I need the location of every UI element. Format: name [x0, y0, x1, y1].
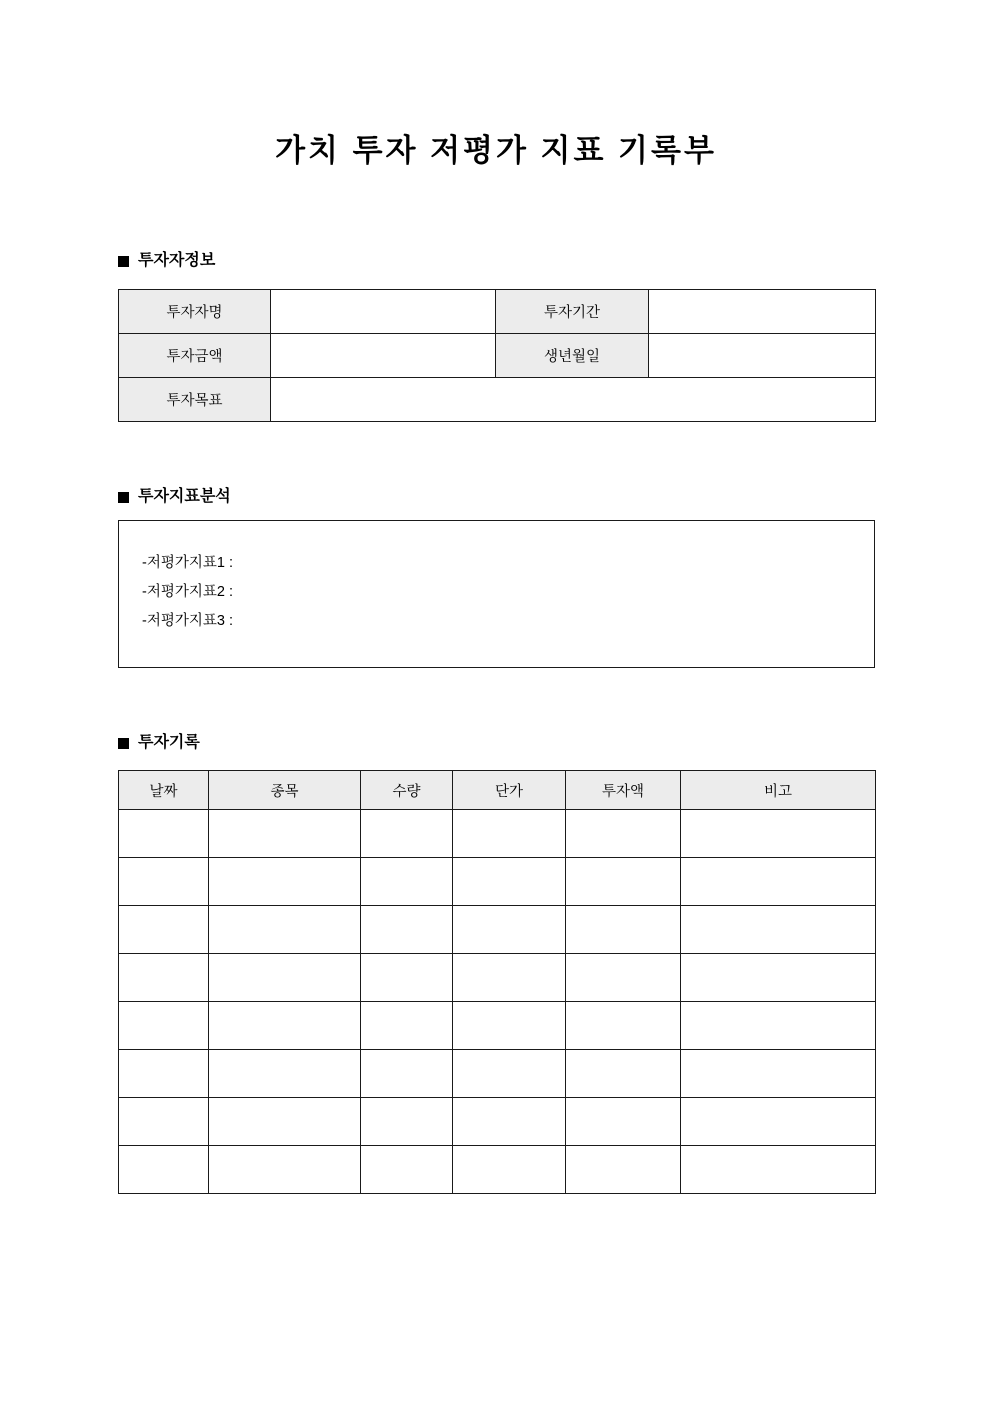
investment-amount-field[interactable] [271, 334, 496, 378]
record-cell[interactable] [453, 810, 566, 858]
table-row [119, 810, 876, 858]
record-cell[interactable] [453, 858, 566, 906]
record-cell[interactable] [361, 954, 453, 1002]
record-cell[interactable] [453, 1050, 566, 1098]
investment-period-field[interactable] [649, 290, 876, 334]
record-cell[interactable] [681, 1146, 876, 1194]
column-header-date: 날짜 [119, 771, 209, 810]
record-cell[interactable] [681, 1098, 876, 1146]
column-header-remarks: 비고 [681, 771, 876, 810]
record-cell[interactable] [119, 1050, 209, 1098]
record-cell[interactable] [209, 906, 361, 954]
column-header-item: 종목 [209, 771, 361, 810]
investment-goal-field[interactable] [271, 378, 876, 422]
table-row [119, 858, 876, 906]
investor-name-label: 투자자명 [119, 290, 271, 334]
record-cell[interactable] [361, 858, 453, 906]
section-heading-label: 투자지표분석 [138, 488, 231, 505]
table-row [119, 906, 876, 954]
record-cell[interactable] [681, 1002, 876, 1050]
record-cell[interactable] [119, 810, 209, 858]
investor-name-field[interactable] [271, 290, 496, 334]
record-cell[interactable] [566, 1098, 681, 1146]
column-header-investment-amount: 투자액 [566, 771, 681, 810]
table-header-row [119, 771, 876, 810]
record-cell[interactable] [566, 1050, 681, 1098]
table-row [119, 1146, 876, 1194]
record-cell[interactable] [361, 1050, 453, 1098]
record-cell[interactable] [209, 810, 361, 858]
record-cell[interactable] [566, 810, 681, 858]
record-cell[interactable] [361, 906, 453, 954]
investment-amount-label: 투자금액 [119, 334, 271, 378]
indicator-line-2: -저평가지표2 : [142, 584, 233, 600]
investor-info-table [118, 289, 876, 422]
investment-record-table [118, 770, 876, 1194]
record-cell[interactable] [361, 1002, 453, 1050]
birth-date-label: 생년월일 [496, 334, 649, 378]
filled-square-icon [118, 738, 129, 749]
record-cell[interactable] [361, 1146, 453, 1194]
indicator-line-3: -저평가지표3 : [142, 613, 233, 629]
record-cell[interactable] [681, 810, 876, 858]
record-cell[interactable] [119, 858, 209, 906]
record-cell[interactable] [119, 1002, 209, 1050]
table-row [119, 954, 876, 1002]
record-cell[interactable] [453, 954, 566, 1002]
section-heading-investor-info [118, 250, 215, 272]
record-cell[interactable] [119, 1098, 209, 1146]
table-row [119, 1050, 876, 1098]
table-row [119, 1002, 876, 1050]
filled-square-icon [118, 492, 129, 503]
record-cell[interactable] [209, 858, 361, 906]
record-cell[interactable] [361, 1098, 453, 1146]
record-cell[interactable] [566, 1002, 681, 1050]
record-cell[interactable] [119, 906, 209, 954]
record-cell[interactable] [209, 1050, 361, 1098]
section-heading-label: 투자자정보 [138, 252, 216, 269]
record-cell[interactable] [566, 954, 681, 1002]
record-cell[interactable] [209, 1002, 361, 1050]
birth-date-field[interactable] [649, 334, 876, 378]
filled-square-icon [118, 256, 129, 267]
table-row [119, 290, 876, 334]
record-cell[interactable] [566, 906, 681, 954]
record-cell[interactable] [681, 954, 876, 1002]
record-cell[interactable] [119, 954, 209, 1002]
record-cell[interactable] [453, 1146, 566, 1194]
record-cell[interactable] [209, 1098, 361, 1146]
column-header-unit-price: 단가 [453, 771, 566, 810]
record-cell[interactable] [209, 954, 361, 1002]
indicator-analysis-box[interactable] [118, 520, 875, 668]
record-cell[interactable] [453, 1002, 566, 1050]
record-cell[interactable] [681, 1050, 876, 1098]
record-cell[interactable] [361, 810, 453, 858]
investment-goal-label: 투자목표 [119, 378, 271, 422]
indicator-line-1: -저평가지표1 : [142, 555, 233, 571]
record-cell[interactable] [453, 906, 566, 954]
page-title: 가치 투자 저평가 지표 기록부 [275, 133, 717, 168]
indicator-analysis-lines [119, 521, 874, 636]
investment-period-label: 투자기간 [496, 290, 649, 334]
record-cell[interactable] [681, 858, 876, 906]
section-heading-indicator-analysis [118, 486, 231, 508]
record-cell[interactable] [209, 1146, 361, 1194]
table-row [119, 378, 876, 422]
column-header-quantity: 수량 [361, 771, 453, 810]
record-cell[interactable] [453, 1098, 566, 1146]
record-cell[interactable] [119, 1146, 209, 1194]
record-cell[interactable] [566, 1146, 681, 1194]
section-heading-label: 투자기록 [138, 734, 200, 751]
section-heading-investment-record [118, 732, 200, 754]
record-cell[interactable] [566, 858, 681, 906]
table-row [119, 1098, 876, 1146]
record-cell[interactable] [681, 906, 876, 954]
investment-record-body [119, 810, 876, 1194]
table-row [119, 334, 876, 378]
